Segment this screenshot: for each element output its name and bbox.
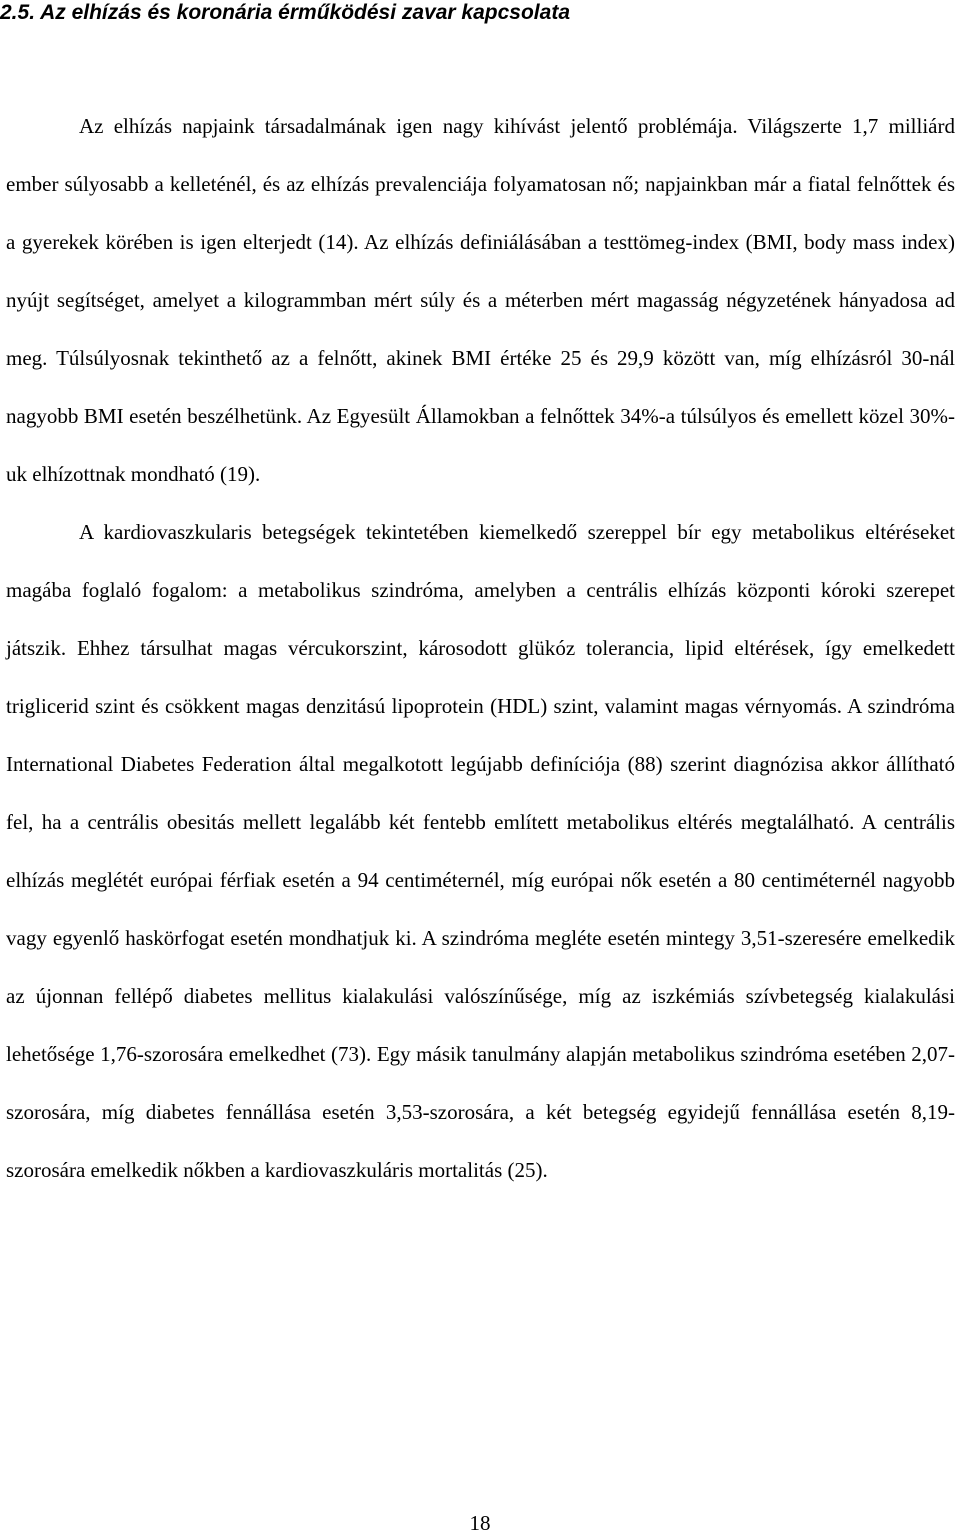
document-body [6,97,955,1199]
section-heading: 2.5. Az elhízás és koronária érműködési zavar kapcsolata [0,1,570,24]
paragraph-metabolic-syndrome: A kardiovaszkularis betegségek tekintetében kiemelkedő szereppel bír egy metabolikus eltéréseket magába foglaló fogalom: a metabolikus szindróma, amelyben a centrális elhízás központi kóroki szerepet játszik. Ehhez társulhat magas vércukorszint, károsodott glükóz tolerancia, lipid eltérések, így emelkedett triglicerid szint és csökkent magas denzitású lipoprotein (HDL) szint, valamint magas vérnyomás. A szindróma International Diabetes Federation által megalkotott legújabb definíciója (88) szerint diagnózisa akkor állítható fel, ha a centrális obesitás mellett legalább két fentebb említett metabolikus eltérés megtalálható. A centrális elhízás meglétét európai férfiak esetén a 94 centiméternél, míg európai nők esetén a 80 centiméternél nagyobb vagy egyenlő haskörfogat esetén mondhatjuk ki. A szindróma megléte esetén mintegy 3,51-szeresére emelkedik az újonnan fellépő diabetes mellitus kialakulási valószínűsége, míg az iszkémiás szívbetegség kialakulási lehetősége 1,76-szorosára emelkedhet (73). Egy másik tanulmány alapján metabolikus szindróma esetében 2,07-szorosára, míg diabetes fennállása esetén 3,53-szorosára, a két betegség egyidejű fennállása esetén 8,19-szorosára emelkedik nőkben a kardiovaszkuláris mortalitás (25). [6,520,955,1182]
paragraph-obesity-prevalence: Az elhízás napjaink társadalmának igen nagy kihívást jelentő problémája. Világszerte 1,7 milliárd ember súlyosabb a kelleténél, és az elhízás prevalenciája folyamatosan nő; napjainkban már a fiatal felnőttek és a gyerekek körében is igen elterjedt (14). Az elhízás definiálásában a testtömeg-index (BMI, body mass index) nyújt segítséget, amelyet a kilogrammban mért súly és a méterben mért magasság négyzetének hányadosa ad meg. Túlsúlyosnak tekinthető az a felnőtt, akinek BMI értéke 25 és 29,9 között van, míg elhízásról 30-nál nagyobb BMI esetén beszélhetünk. Az Egyesült Államokban a felnőttek 34%-a túlsúlyos és emellett közel 30%-uk elhízottnak mondható (19). [6,114,955,486]
page-number: 18 [469,1511,491,1535]
